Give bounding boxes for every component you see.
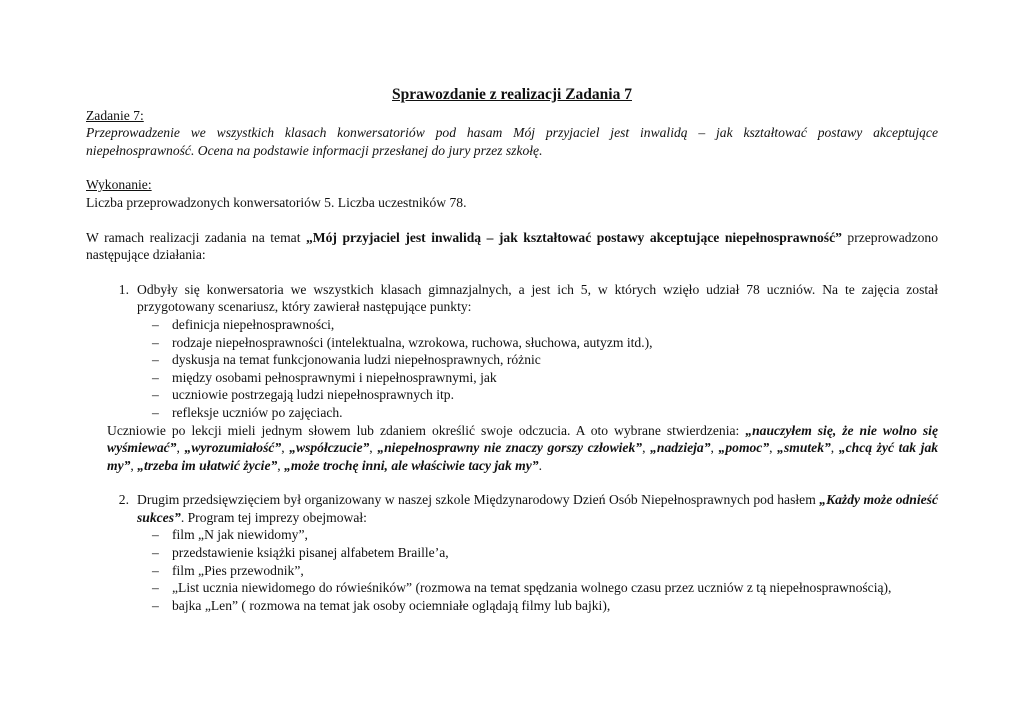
- bullet-item: [86, 579, 938, 597]
- item2-bullet-list: [86, 526, 938, 614]
- bullet-text: „List ucznia niewidomego do rówieśników” (rozmowa na temat spędzania wolnego czasu przez uczniów z tą niepełnosprawnością),: [172, 580, 892, 596]
- list-item-2: [86, 491, 938, 526]
- item1-bullet-list: [86, 316, 938, 422]
- execution-label: Wykonanie:: [86, 177, 152, 193]
- intro-paragraph: [86, 229, 938, 264]
- quote: „może trochę inni, ale właściwie tacy jak my”: [284, 457, 539, 473]
- quote-separator: ,: [176, 440, 185, 456]
- bullet-text: definicja niepełnosprawności,: [172, 316, 335, 332]
- quote: „trzeba im ułatwić życie”: [137, 457, 278, 473]
- bullet-text: bajka „Len” ( rozmowa na temat jak osoby ociemniałe oglądają filmy lub bajki),: [172, 597, 611, 613]
- document-title: Sprawozdanie z realizacji Zadania 7: [392, 86, 632, 103]
- bullet-item: [86, 544, 938, 562]
- dash-marker: –: [152, 352, 159, 368]
- dash-marker: –: [152, 527, 159, 543]
- quote-separator: ,: [642, 440, 651, 456]
- bullet-item: [86, 334, 938, 352]
- dash-marker: –: [152, 316, 159, 332]
- list-item-number: 2.: [118, 492, 129, 508]
- bullet-item: [86, 526, 938, 544]
- bullet-item: [86, 369, 938, 387]
- quote-separator: ,: [281, 440, 290, 456]
- quote-separator: ,: [769, 440, 778, 456]
- dash-marker: –: [152, 562, 159, 578]
- item1-closing: [86, 422, 938, 475]
- intro-after: przeprowadzono następujące działania:: [86, 229, 938, 263]
- dash-marker: –: [152, 597, 159, 613]
- bullet-text: między osobami pełnosprawnymi i niepełnosprawnymi, jak: [172, 369, 497, 385]
- intro-before: W ramach realizacji zadania na temat: [86, 229, 306, 245]
- dash-marker: –: [152, 404, 159, 420]
- item2-slogan: „Każdy może odnieść sukces”: [137, 492, 938, 525]
- item2-text-after: . Program tej imprezy obejmował:: [180, 509, 367, 525]
- list-item-text: [129, 491, 938, 526]
- quote: „nadzieja”: [650, 440, 711, 456]
- dash-marker: –: [152, 387, 159, 403]
- bullet-text: refleksje uczniów po zajęciach.: [172, 404, 343, 420]
- quote: „niepełnosprawny nie znaczy gorszy człowiek”: [377, 440, 643, 456]
- bullet-item: [86, 597, 938, 615]
- quote-separator: ,: [710, 440, 719, 456]
- document-page: [86, 86, 938, 614]
- list-item-number: 1.: [118, 281, 129, 297]
- bullet-text: film „Pies przewodnik”,: [172, 562, 304, 578]
- execution-summary: Liczba przeprowadzonych konwersatoriów 5. Liczba uczestników 78.: [86, 194, 467, 210]
- quote-separator: ,: [369, 440, 378, 456]
- item2-text-before: Drugim przedsięwzięciem był organizowany w naszej szkole Międzynarodowy Dzień Osób Niepełnosprawnych pod hasłem: [137, 492, 820, 508]
- task-description: Przeprowadzenie we wszystkich klasach konwersatoriów pod hasam Mój przyjaciel jest inwalidą – jak kształtować postawy akceptujące niepełnosprawność. Ocena na podstawie informacji przesłanej do jury przez szkołę.: [86, 125, 938, 158]
- dash-marker: –: [152, 334, 159, 350]
- list-item-1: [86, 281, 938, 316]
- quote: „nauczyłem się, że nie wolno się wyśmiewać”: [107, 422, 938, 456]
- bullet-item: [86, 386, 938, 404]
- quote-separator: ,: [130, 457, 138, 473]
- bullet-text: przedstawienie książki pisanej alfabetem Braille’a,: [172, 545, 449, 561]
- quote: „współczucie”: [289, 440, 370, 456]
- quote-separator: ,: [277, 457, 285, 473]
- quote: „wyrozumiałość”: [184, 440, 282, 456]
- intro-topic: „Mój przyjaciel jest inwalidą – jak kształtować postawy akceptujące niepełnosprawność”: [305, 229, 842, 245]
- item1-closing-end: .: [538, 457, 542, 473]
- task-label: Zadanie 7:: [86, 107, 144, 123]
- item1-closing-text: Uczniowie po lekcji mieli jednym słowem lub zdaniem określić swoje odczucia. A oto wybrane stwierdzenia:: [107, 422, 746, 438]
- bullet-text: film „N jak niewidomy”,: [172, 527, 308, 543]
- bullet-item: [86, 562, 938, 580]
- bullet-item: [86, 316, 938, 334]
- bullet-item: [86, 404, 938, 422]
- quote: „pomoc”: [718, 440, 770, 456]
- list-item-text: Odbyły się konwersatoria we wszystkich klasach gimnazjalnych, a jest ich 5, w których wzięło udział 78 uczniów. Na te zajęcia został przygotowany scenariusz, który zawierał następujące punkty:: [137, 281, 938, 315]
- dash-marker: –: [152, 369, 159, 385]
- dash-marker: –: [152, 580, 159, 596]
- quote: „chcą żyć tak jak my”: [107, 440, 939, 473]
- bullet-item: [86, 351, 938, 369]
- quote-separator: ,: [830, 440, 839, 456]
- bullet-text: uczniowie postrzegają ludzi niepełnosprawnych itp.: [172, 387, 454, 403]
- bullet-text: dyskusja na temat funkcjonowania ludzi niepełnosprawnych, różnic: [172, 352, 541, 368]
- bullet-text: rodzaje niepełnosprawności (intelektualna, wzrokowa, ruchowa, słuchowa, autyzm itd.),: [172, 334, 653, 350]
- quote: „smutek”: [777, 440, 831, 456]
- dash-marker: –: [152, 545, 159, 561]
